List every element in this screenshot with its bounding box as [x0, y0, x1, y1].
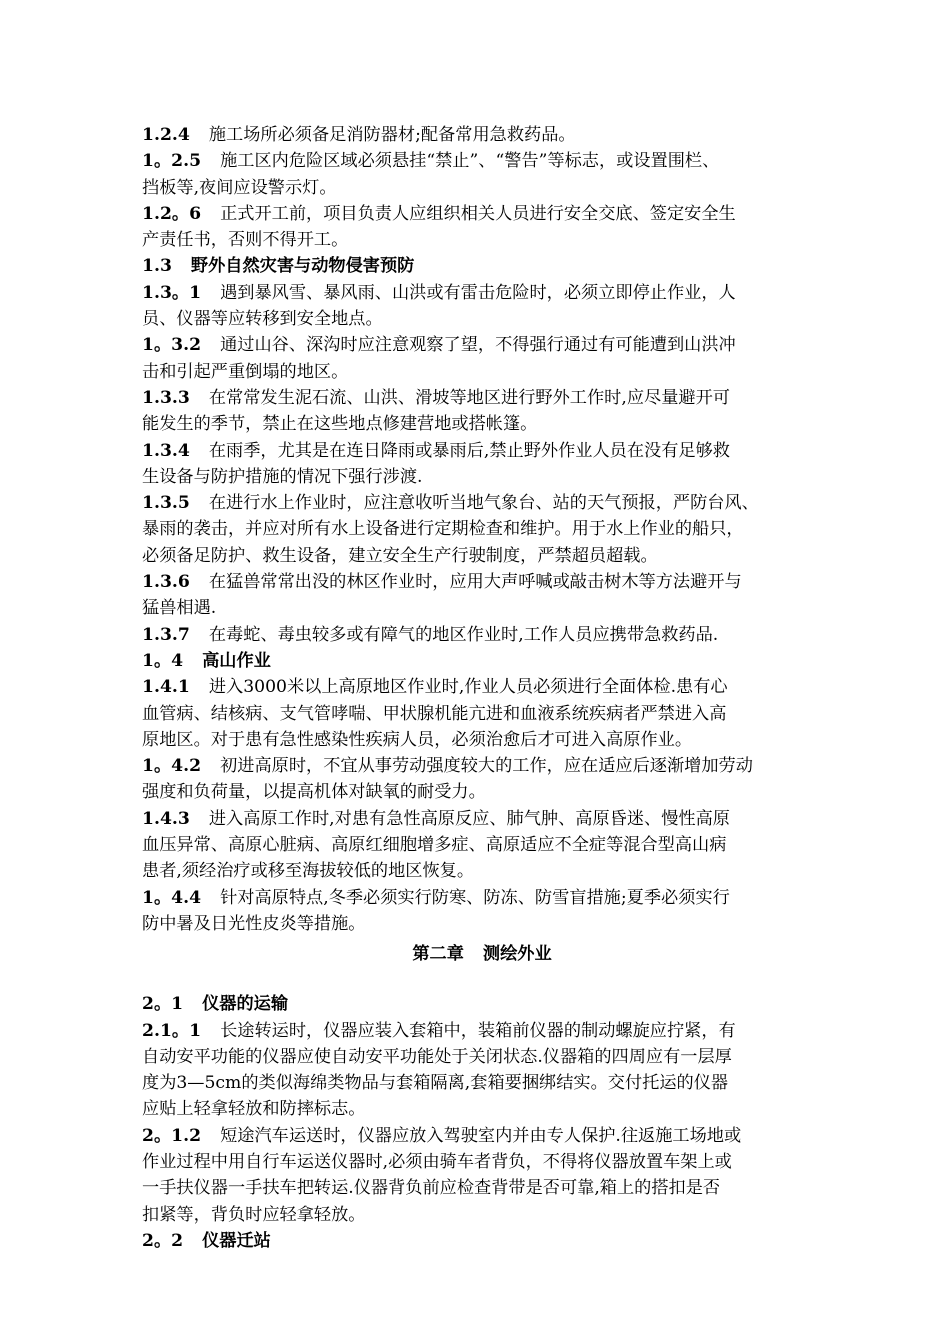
clause-1-4-2: [142, 753, 822, 806]
clause-1-3-5: [142, 490, 822, 569]
clause-number: 1.2.4: [142, 125, 190, 145]
clause-number: 1.3.5: [142, 493, 190, 514]
clause-text-line: 原地区。对于患有急性感染性疾病人员，必须治愈后才可进入高原作业。: [142, 729, 693, 750]
clause-2-1-1: [142, 1018, 822, 1123]
clause-number: 1.3。1: [142, 282, 202, 303]
clause-text-line: 在进行水上作业时，应注意收听当地气象台、站的天气预报，严防台风、: [208, 493, 759, 514]
clause-1-2-6: [142, 201, 822, 254]
clause-text-line: 击和引起严重倒塌的地区。: [142, 361, 349, 382]
clause-number: 1.3.7: [142, 624, 190, 645]
clause-text-line: 在常常发生泥石流、山洪、滑坡等地区进行野外工作时,应尽量避开可: [208, 387, 730, 408]
clause-text-line: 短途汽车运送时，仪器应放入驾驶室内并由专人保护.往返施工场地或: [220, 1125, 742, 1146]
clause-number: 1.3.6: [142, 572, 190, 593]
clause-number: 1。2.5: [142, 151, 202, 172]
section-heading-2-1: 2。1 仪器的运输: [142, 994, 289, 1015]
clause-text-line: 一手扶仪器一手扶车把转运.仪器背负前应检查背带是否可靠,箱上的搭扣是否: [142, 1178, 721, 1199]
clause-number: 1。4.2: [142, 756, 202, 777]
clause-text-line: 进入高原工作时,对患有急性高原反应、肺气肿、高原昏迷、慢性高原: [208, 808, 730, 829]
clause-1-4-3: [142, 806, 822, 885]
clause-1-4-4: [142, 885, 822, 938]
section-heading-2-2: 2。2 仪器迁站: [142, 1230, 271, 1251]
clause-number: 1.4.1: [142, 677, 190, 698]
clause-text-line: 自动安平功能的仪器应使自动安平功能处于关闭状态.仪器箱的四周应有一层厚: [142, 1046, 732, 1067]
clause-number: 1.3.3: [142, 387, 190, 408]
clause-number: 1。3.2: [142, 335, 202, 356]
clause-number: 2.1。1: [142, 1020, 202, 1041]
clause-text-line: 施工区内危险区域必须悬挂“禁止”、“警告”等标志，或设置围栏、: [220, 151, 720, 172]
clause-text-line: 针对高原特点,冬季必须实行防寒、防冻、防雪盲措施;夏季必须实行: [220, 887, 730, 908]
clause-text-line: 在毒蛇、毒虫较多或有障气的地区作业时,工作人员应携带急救药品.: [208, 624, 719, 645]
chapter-title: 第二章 测绘外业: [412, 944, 552, 965]
clause-text-line: 挡板等,夜间应设警示灯。: [142, 177, 337, 198]
clause-text-line: 通过山谷、深沟时应注意观察了望，不得强行通过有可能遭到山洪冲: [220, 335, 736, 356]
clause-1-3-7: [142, 622, 822, 648]
clause-number: 1.3.4: [142, 440, 190, 461]
clause-text-line: 必须备足防护、救生设备，建立安全生产行驶制度，严禁超员超载。: [142, 545, 658, 566]
clause-text-line: 遇到暴风雪、暴风雨、山洪或有雷击危险时，必须立即停止作业，人: [220, 282, 736, 303]
clause-text-line: 强度和负荷量，以提高机体对缺氧的耐受力。: [142, 782, 486, 803]
clause-text-line: 防中暑及日光性皮炎等措施。: [142, 913, 366, 934]
clause-text-line: 扣紧等，背负时应轻拿轻放。: [142, 1204, 366, 1225]
clause-text-line: 初进高原时，不宜从事劳动强度较大的工作，应在适应后逐渐增加劳动: [220, 756, 753, 777]
clause-1-3-3: [142, 385, 822, 438]
clause-text-line: 血管病、结核病、支气管哮喘、甲状腺机能亢进和血液系统疾病者严禁进入高: [142, 703, 727, 724]
clause-number: 1。4.4: [142, 887, 202, 908]
clause-1-2-5: [142, 148, 822, 201]
clause-text-line: 血压异常、高原心脏病、高原红细胞增多症、高原适应不全症等混合型高山病: [142, 835, 727, 856]
clause-1-4-1: [142, 674, 822, 753]
clause-text-line: 在猛兽常常出没的林区作业时，应用大声呼喊或敲击树木等方法避开与: [208, 572, 742, 593]
clause-number: 1.4.3: [142, 808, 190, 829]
clause-text-line: 进入3000米以上高原地区作业时,作业人员必须进行全面体检.患有心: [208, 677, 728, 698]
clause-1-3-1: [142, 280, 822, 333]
clause-1-3-2: [142, 332, 822, 385]
clause-number: 1.2。6: [142, 203, 202, 224]
section-heading-1-4: 1。4 高山作业: [142, 650, 271, 671]
clause-text-line: 员、仪器等应转移到安全地点。: [142, 309, 383, 330]
clause-text-line: 正式开工前，项目负责人应组织相关人员进行安全交底、签定安全生: [220, 203, 736, 224]
clause-1-3-4: [142, 438, 822, 491]
clause-text-line: 在雨季，尤其是在连日降雨或暴雨后,禁止野外作业人员在没有足够救: [208, 440, 730, 461]
clause-1-2-4: [142, 122, 822, 148]
clause-text-line: 长途转运时，仪器应装入套箱中，装箱前仪器的制动螺旋应拧紧，有: [220, 1020, 736, 1041]
clause-text-line: 暴雨的袭击，并应对所有水上设备进行定期检查和维护。用于水上作业的船只，: [142, 519, 744, 540]
clause-text-line: 应贴上轻拿轻放和防摔标志。: [142, 1099, 366, 1120]
clause-2-1-2: [142, 1123, 822, 1228]
clause-text-line: 作业过程中用自行车运送仪器时,必须由骑车者背负，不得将仪器放置车架上或: [142, 1151, 732, 1172]
clause-text-line: 生设备与防护措施的情况下强行涉渡.: [142, 466, 423, 487]
clause-number: 2。1.2: [142, 1125, 202, 1146]
clause-text-line: 施工场所必须备足消防器材;配备常用急救药品。: [208, 125, 576, 145]
clause-text-line: 度为3—5cm的类似海绵类物品与套箱隔离,套箱要捆绑结实。交付托运的仪器: [142, 1073, 729, 1094]
clause-text-line: 患者,须经治疗或移至海拔较低的地区恢复。: [142, 861, 475, 882]
clause-text-line: 猛兽相遇.: [142, 598, 217, 619]
clause-text-line: 能发生的季节，禁止在这些地点修建营地或搭帐篷。: [142, 414, 538, 435]
clause-text-line: 产责任书，否则不得开工。: [142, 230, 349, 251]
document-body: [142, 122, 822, 1254]
section-heading-1-3: 1.3 野外自然灾害与动物侵害预防: [142, 256, 415, 277]
clause-1-3-6: [142, 569, 822, 622]
